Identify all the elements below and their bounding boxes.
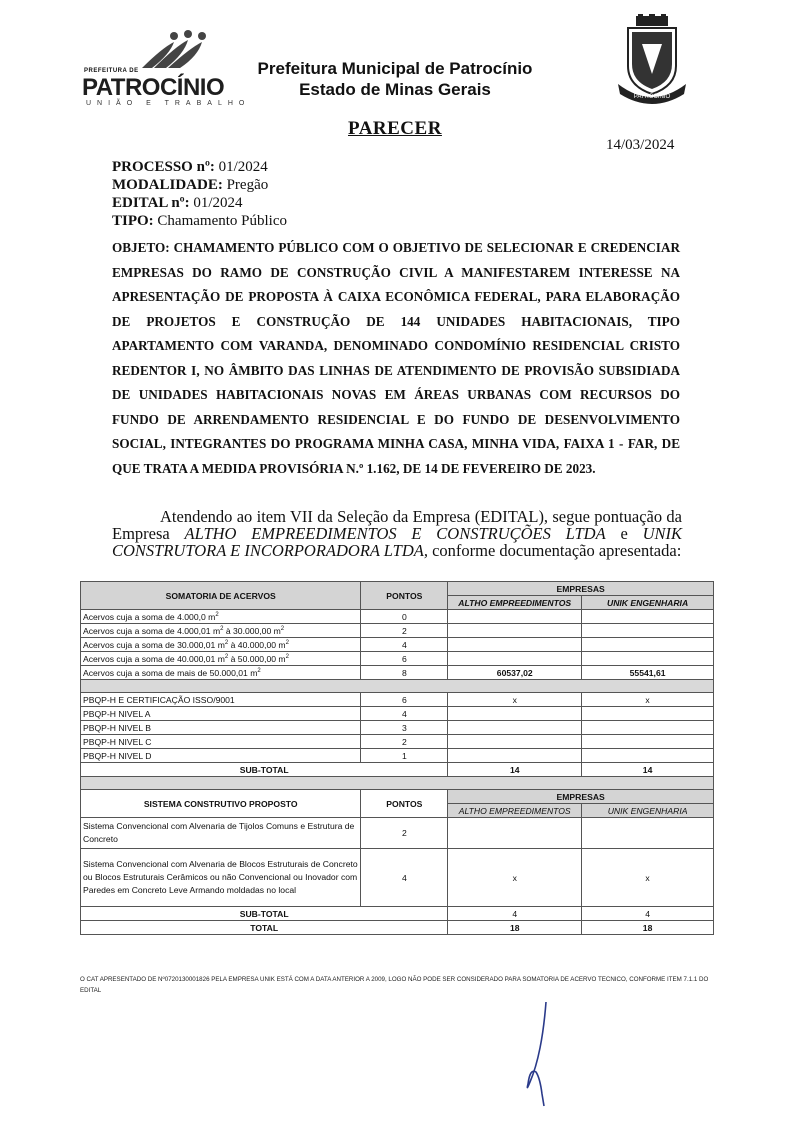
row-value-a (448, 818, 582, 849)
row-value-a (448, 638, 582, 652)
row-value-b: x (582, 849, 714, 907)
row-value-b (582, 707, 714, 721)
table-row (81, 818, 714, 849)
logo-top-text: PREFEITURA DE (84, 68, 139, 74)
total-value-a: 18 (448, 921, 582, 935)
row-label: Sistema Convencional com Alvenaria de Tijolos Comuns e Estrutura de Concreto (81, 818, 361, 849)
row-value-a (448, 707, 582, 721)
row-value-a (448, 610, 582, 624)
processo-value: 01/2024 (218, 159, 268, 175)
row-value-a: 60537,02 (448, 666, 582, 680)
header-title-line1: Prefeitura Municipal de Patrocínio (257, 59, 533, 78)
signature-icon (500, 998, 580, 1108)
table-row (81, 638, 714, 652)
row-label-text: Acervos cuja a soma de mais de 50.000,01 m (83, 667, 258, 678)
subtotal-value-a: 4 (448, 907, 582, 921)
subtotal-row (81, 763, 714, 777)
intro-text-2: conforme documentação apresentada: (427, 541, 682, 560)
company-a-header: ALTHO EMPREEDIMENTOS (448, 804, 582, 818)
row-label-text: à 30.000,00 m (223, 625, 281, 636)
document-date: 14/03/2024 (606, 137, 675, 153)
edital-line (112, 194, 287, 212)
edital-label: EDITAL nº: (112, 195, 190, 211)
subtotal-row (81, 907, 714, 921)
row-label: PBQP-H NIVEL C (81, 735, 361, 749)
row-pontos: 0 (361, 610, 448, 624)
unit-superscript: 2 (220, 625, 224, 632)
row-pontos: 8 (361, 666, 448, 680)
tipo-label: TIPO: (112, 213, 154, 229)
row-value-a (448, 735, 582, 749)
row-value-b (582, 818, 714, 849)
table-separator (81, 777, 714, 790)
row-value-a (448, 652, 582, 666)
footnote: O CAT APRESENTADO DE Nº0720130001826 PELA EMPRESA UNIK ESTÁ COM A DATA ANTERIOR A 2009, LOGO NÃO PODE SER CONSIDERADO PARA SOMATORIA DE ACERVO TECNICO, CONFORME ITEM 7.1.1 DO EDITAL (80, 976, 709, 994)
row-label (81, 638, 361, 652)
table-row (81, 721, 714, 735)
row-label: PBQP-H NIVEL D (81, 749, 361, 763)
row-value-a: x (448, 849, 582, 907)
acervos-header: SOMATORIA DE ACERVOS (81, 582, 361, 610)
logo-name: PATROCÍNIO (82, 74, 225, 101)
table-row (81, 610, 714, 624)
row-pontos: 1 (361, 749, 448, 763)
row-label: PBQP-H NIVEL B (81, 721, 361, 735)
empresas-header: EMPRESAS (448, 790, 714, 804)
row-value-b (582, 610, 714, 624)
empresas-header: EMPRESAS (448, 582, 714, 596)
row-label-text: Acervos cuja a soma de 30.000,01 m (83, 639, 225, 650)
table-header-row (81, 790, 714, 804)
row-pontos: 4 (361, 849, 448, 907)
process-info (112, 158, 287, 230)
subtotal-value-b: 4 (582, 907, 714, 921)
pontos-header: PONTOS (361, 790, 448, 818)
intro-paragraph (112, 508, 682, 559)
municipality-logo (82, 28, 251, 108)
subtotal-value-a: 14 (448, 763, 582, 777)
row-pontos: 4 (361, 707, 448, 721)
processo-line (112, 158, 287, 176)
row-value-a (448, 749, 582, 763)
row-label-text: à 50.000,00 m (228, 653, 286, 664)
tipo-value: Chamamento Público (157, 213, 287, 229)
row-pontos: 2 (361, 624, 448, 638)
header-title (240, 58, 550, 100)
total-label: TOTAL (81, 921, 448, 935)
row-value-b (582, 749, 714, 763)
modalidade-line (112, 176, 287, 194)
separator-cell (81, 680, 714, 693)
table-row (81, 849, 714, 907)
coat-of-arms-icon (612, 14, 692, 110)
unit-superscript: 2 (224, 639, 229, 646)
edital-value: 01/2024 (193, 195, 243, 211)
row-label: PBQP-H E CERTIFICAÇÃO ISSO/9001 (81, 693, 361, 707)
row-label-text: à 40.000,00 m (228, 639, 286, 650)
row-label (81, 666, 361, 680)
objeto-paragraph: OBJETO: CHAMAMENTO PÚBLICO COM O OBJETIVO DE SELECIONAR E CREDENCIAR EMPRESAS DO RAMO DE CONSTRUÇÃO CIVIL A MANIFESTAREM INTERESSE NA APRESENTAÇÃO DE PROPOSTA À CAIXA ECONÔMICA FEDERAL, PARA ELABORAÇÃO DE PROJETOS E CONSTRUÇÃO DE 144 UNIDADES HABITACIONAIS, TIPO APARTAMENTO COM VARANDA, DENOMINADO CONDOMÍNIO RESIDENCIAL CRISTO REDENTOR I, NO ÂMBITO DAS LINHAS DE ATENDIMENTO DE PROVISÃO SUBSIDIADA DE UNIDADES HABITACIONAIS NOVAS EM ÁREAS URBANAS COM RECURSOS DO FUNDO DE ARRENDAMENTO RESIDENCIAL E DO FUNDO DE DESENVOLVIMENTO SOCIAL, INTEGRANTES DO PROGRAMA MINHA CASA, MINHA VIDA, FAIXA 1 - FAR, DE QUE TRATA A MEDIDA PROVISÓRIA N.º 1.162, DE 14 DE FEVEREIRO DE 2023. (112, 240, 680, 476)
total-row (81, 921, 714, 935)
company-b-header: UNIK ENGENHARIA (582, 596, 714, 610)
unit-superscript: 2 (285, 639, 289, 646)
row-value-b (582, 735, 714, 749)
company-name-2: UNIK CONSTRUTORA E INCORPORADORA LTDA, (112, 524, 682, 560)
table-row (81, 749, 714, 763)
row-value-b: 55541,61 (582, 666, 714, 680)
row-label: PBQP-H NIVEL A (81, 707, 361, 721)
company-a-header: ALTHO EMPREEDIMENTOS (448, 596, 582, 610)
row-label: Sistema Convencional com Alvenaria de Blocos Estruturais de Concreto ou Blocos Estruturais Cerâmicos ou não Convencional ou Inovador com Paredes em Concreto Leve Armando moldadas no local (81, 849, 361, 907)
table-row (81, 693, 714, 707)
pontos-header: PONTOS (361, 582, 448, 610)
modalidade-label: MODALIDADE: (112, 177, 223, 193)
subtotal-value-b: 14 (582, 763, 714, 777)
row-value-b (582, 652, 714, 666)
row-value-b (582, 638, 714, 652)
logo-slogan: UNIÃO E TRABALHO (86, 100, 251, 107)
crest-label: PATROCÍNIO (633, 94, 671, 100)
separator-cell (81, 777, 714, 790)
row-pontos: 6 (361, 652, 448, 666)
row-value-b (582, 721, 714, 735)
score-table (80, 581, 714, 935)
row-value-b (582, 624, 714, 638)
tipo-line (112, 212, 287, 230)
subtotal-label: SUB-TOTAL (81, 763, 448, 777)
row-pontos: 6 (361, 693, 448, 707)
unit-superscript: 2 (224, 653, 229, 660)
table-row (81, 707, 714, 721)
total-value-b: 18 (582, 921, 714, 935)
unit-superscript: 2 (285, 653, 289, 660)
table-row (81, 735, 714, 749)
row-value-b: x (582, 693, 714, 707)
row-value-a (448, 721, 582, 735)
processo-label: PROCESSO nº: (112, 159, 215, 175)
subtotal-label: SUB-TOTAL (81, 907, 448, 921)
company-b-header: UNIK ENGENHARIA (582, 804, 714, 818)
company-name-1: ALTHO EMPREEDIMENTOS E CONSTRUÇÕES LTDA (184, 524, 606, 543)
table-row (81, 666, 714, 680)
row-label-text: Acervos cuja a soma de 40.000,01 m (83, 653, 225, 664)
table-separator (81, 680, 714, 693)
row-label-text: Acervos cuja a soma de 4.000,0 m (83, 611, 216, 622)
table-header-row (81, 582, 714, 596)
intro-conj: e (605, 524, 643, 543)
row-label (81, 610, 361, 624)
modalidade-value: Pregão (226, 177, 269, 193)
row-pontos: 4 (361, 638, 448, 652)
unit-superscript: 2 (215, 611, 219, 618)
row-pontos: 2 (361, 818, 448, 849)
header-title-line2: Estado de Minas Gerais (299, 80, 491, 99)
unit-superscript: 2 (280, 625, 285, 632)
row-value-a: x (448, 693, 582, 707)
row-label-text: Acervos cuja a soma de 4.000,01 m (83, 625, 221, 636)
row-pontos: 3 (361, 721, 448, 735)
row-pontos: 2 (361, 735, 448, 749)
row-label (81, 624, 361, 638)
table-row (81, 652, 714, 666)
logo-figures-icon (82, 28, 232, 72)
table-row (81, 624, 714, 638)
document-title: PARECER (348, 118, 442, 139)
unit-superscript: 2 (257, 667, 261, 674)
row-label (81, 652, 361, 666)
sistema-header: SISTEMA CONSTRUTIVO PROPOSTO (81, 790, 361, 818)
intro-text-1: Atendendo ao item VII da Seleção da Empresa (EDITAL), segue pontuação da Empresa (112, 507, 682, 543)
row-value-a (448, 624, 582, 638)
